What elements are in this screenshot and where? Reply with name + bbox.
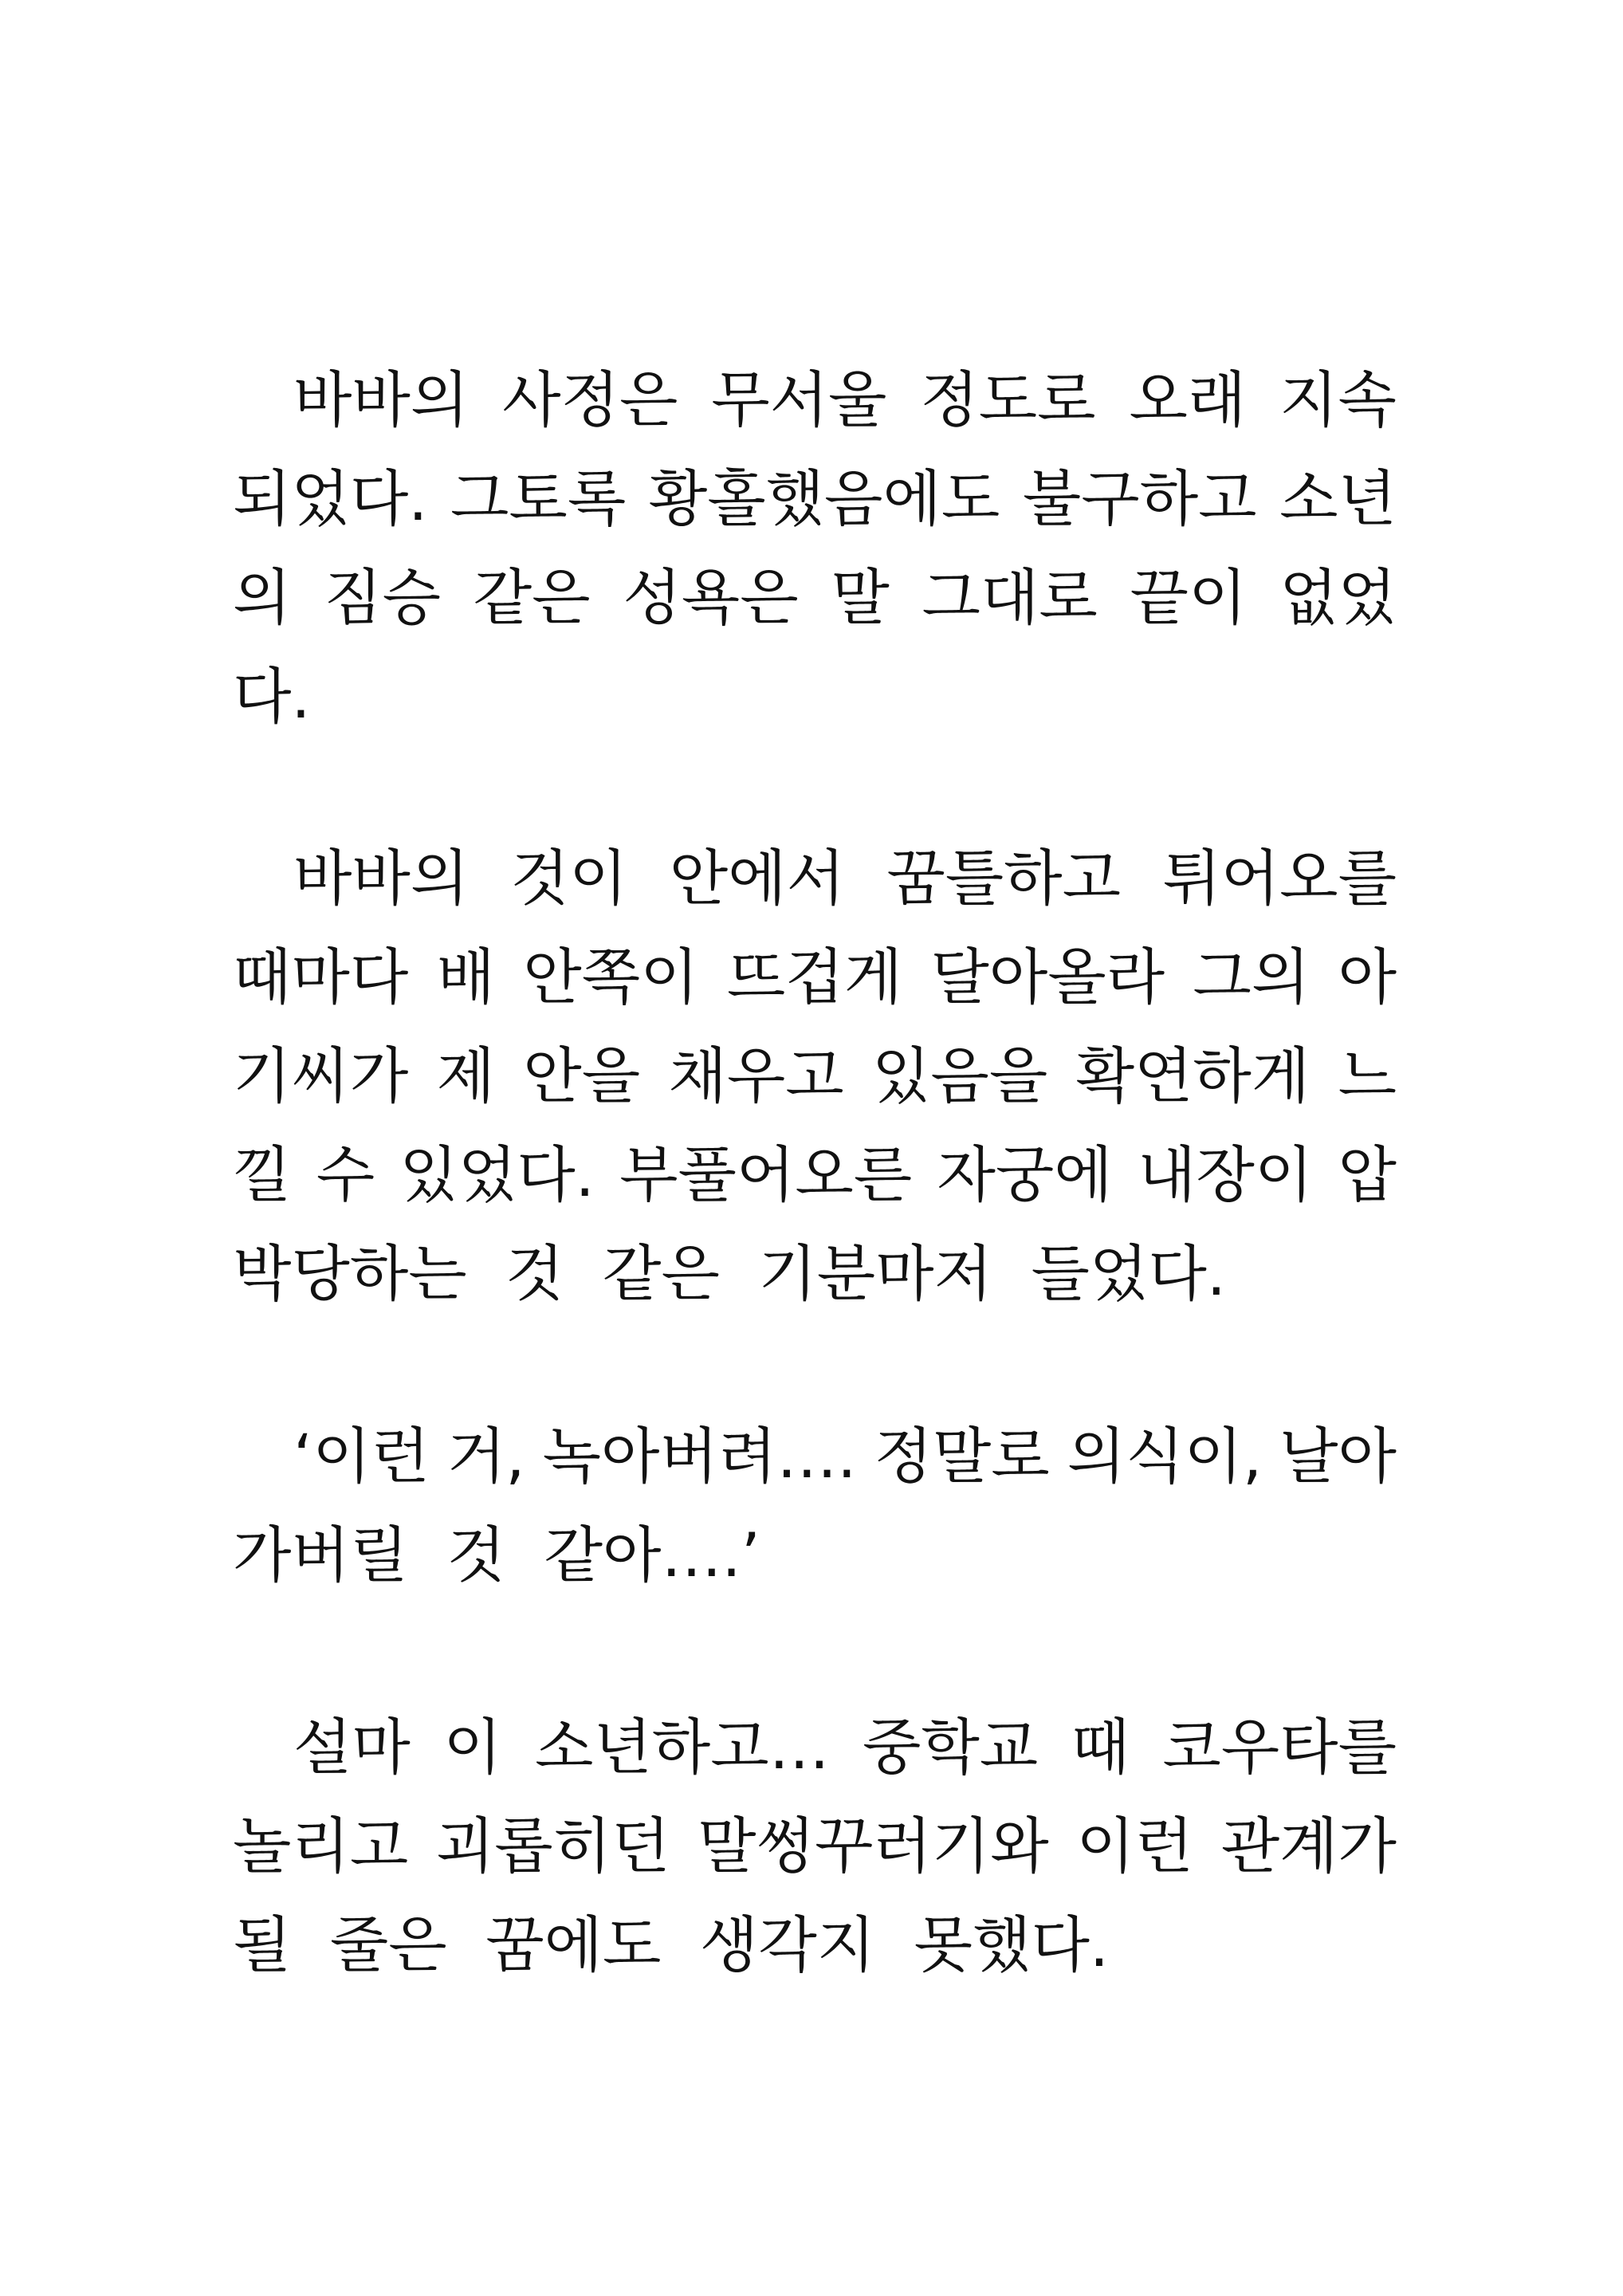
word: 오래	[1129, 364, 1247, 435]
paragraph-4	[233, 1698, 1397, 1995]
word: 의식이,	[1067, 1421, 1263, 1492]
text-line	[233, 928, 1397, 1027]
word: 코우타를	[1162, 1712, 1397, 1783]
word: 녹아버려….	[542, 1421, 857, 1492]
text-line	[233, 1698, 1397, 1797]
word: 이런	[1076, 1810, 1194, 1881]
word: 의	[233, 562, 292, 633]
text-line: 박당하는 것 같은 기분마저 들었다.	[233, 1238, 1226, 1309]
text-line	[233, 1797, 1397, 1896]
word: 바바의	[293, 843, 470, 914]
paragraph-2	[233, 829, 1397, 1323]
word: 놀리고	[233, 1810, 409, 1881]
word: 말	[831, 562, 890, 633]
word: 거,	[447, 1421, 525, 1492]
word: 사정은	[502, 364, 678, 435]
word: 기씨가	[233, 1040, 409, 1111]
text-line	[233, 1407, 1397, 1506]
word: 그토록	[450, 463, 627, 534]
word: 느	[1338, 1040, 1397, 1111]
word: 정말로	[874, 1421, 1050, 1492]
text-line: 가버릴 것 같아….’	[233, 1520, 760, 1590]
word: 낄	[233, 1139, 292, 1210]
word: 소년하고…	[534, 1712, 830, 1783]
text-line	[233, 1126, 1397, 1225]
word: 제	[436, 1040, 495, 1111]
word: 설마	[293, 1712, 411, 1783]
word: 부풀어오른	[619, 1139, 913, 1210]
word: 황홀했음에도	[648, 463, 1000, 534]
word: 수	[316, 1139, 375, 1210]
word: 꿈틀하고	[886, 843, 1121, 914]
word: 없었	[1279, 562, 1397, 633]
word: 끝이	[1130, 562, 1248, 633]
word: ‘이런	[293, 1421, 430, 1492]
word: 지속	[1279, 364, 1397, 435]
word: 바바의	[293, 364, 470, 435]
word: 짐승	[324, 562, 442, 633]
word: 정도로	[920, 364, 1096, 435]
word: 말썽꾸러기와	[698, 1810, 1049, 1881]
word: 있었다.	[399, 1139, 595, 1210]
word: 튀어오를	[1162, 843, 1397, 914]
word: 소년	[1279, 463, 1397, 534]
text-line	[233, 548, 1397, 647]
text-line	[233, 829, 1397, 928]
paragraph-1	[233, 351, 1397, 746]
word: 안을	[523, 1040, 641, 1111]
word: 자궁에	[937, 1139, 1113, 1210]
word: 배	[436, 942, 495, 1012]
word: 중학교	[862, 1712, 1039, 1783]
word: 안쪽이	[523, 942, 699, 1012]
word: 무서울	[711, 364, 887, 435]
word: 달아올라	[930, 942, 1165, 1012]
word: 날아	[1279, 1421, 1397, 1492]
text-line	[233, 351, 1397, 450]
word: 관계가	[1220, 1810, 1397, 1881]
word: 확연하게	[1075, 1040, 1311, 1111]
word: 이	[443, 1712, 502, 1783]
word: 아	[1338, 942, 1397, 1012]
word: 있음을	[872, 1040, 1048, 1111]
text-line	[233, 1027, 1397, 1126]
word: 채우고	[668, 1040, 844, 1111]
word: 괴롭히던	[435, 1810, 670, 1881]
text-line: 다.	[233, 661, 311, 732]
word: 그대로	[922, 562, 1098, 633]
text-line	[233, 450, 1397, 548]
word: 것이	[510, 843, 628, 914]
word: 때마다	[233, 942, 409, 1012]
text-line: 될 줄은 꿈에도 생각지 못했다.	[233, 1909, 1110, 1980]
word: 그의	[1193, 942, 1311, 1012]
word: 압	[1338, 1139, 1397, 1210]
word: 안에서	[669, 843, 845, 914]
word: 성욕은	[623, 562, 799, 633]
word: 뜨겁게	[726, 942, 903, 1012]
word: 불구하고	[1022, 463, 1257, 534]
paragraph-3	[233, 1407, 1397, 1605]
word: 내장이	[1138, 1139, 1314, 1210]
word: 같은	[473, 562, 591, 633]
word: 때	[1071, 1712, 1130, 1783]
word: 되었다.	[233, 463, 428, 534]
